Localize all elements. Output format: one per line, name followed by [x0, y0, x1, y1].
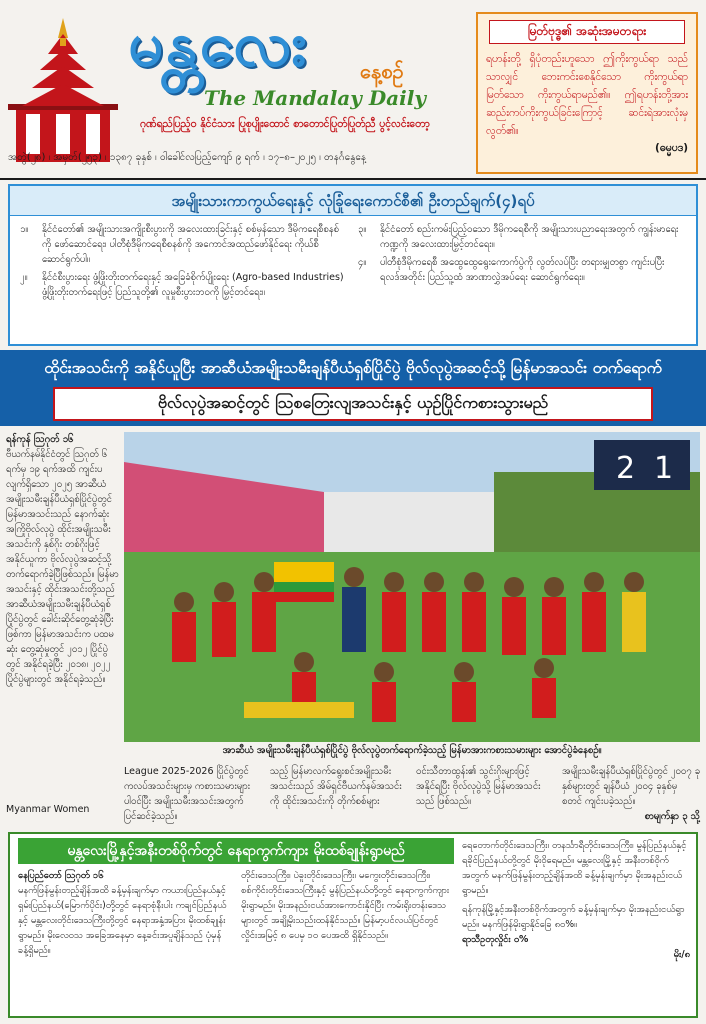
- buddha-teaching-notice: [476, 12, 698, 174]
- weather-forecast-box: [8, 832, 698, 1018]
- notice-body: ရဟန်းတို့ ရှိပုံတည်းဟူသော ဤကိုးကွယ်ရာ သည်သာလျှင် ဘေးကင်းစေနိုင်သော ကိုးကွယ်ရာ မြတ်သော ကိုးကွယ်ရာမည်၏။ ဤရဟန်းတို့အား ဆည်းကပ်ကိုးကွယ်ခြင်းကြောင့် ဆင်းရဲအားလုံးမှ လွတ်၏။: [486, 53, 688, 137]
- masthead-divider: [0, 178, 706, 180]
- objectives-column-left: [20, 222, 348, 303]
- story-column: League 2025-2026 ပြိုင်ပွဲတွင် ကလပ်အသင်းများမှ ကစားသမားများပါဝင်ပြီး အမျိုးသမီးအသင်းအတွက် ပြင်ဆင်ခဲ့သည်။: [124, 766, 251, 822]
- score-home: 2: [616, 451, 636, 486]
- story-column: သည့် မြန်မာလက်ရွေးစင်အမျိုးသမီးအသင်းသည် အိမ်ရှင်ဗီယက်နမ်အသင်းကို ထိုင်းအသင်းကို တိုက်စစ်များ: [270, 766, 402, 807]
- main-subheadline: ဗိုလ်လုပွဲအဆင့်တွင် ဩစတြေးလျအသင်းနှင့် ယှဉ်ပြိုင်ကစားသွားမည်: [53, 387, 653, 421]
- weather-column: နေပြည်တော် ဩဂုတ် ၁၆ မနက်ဖြန်မွန်းတည့်ချိန်အထိ ခန့်မှန်းချက်မှာ ကယားပြည်နယ်နှင့် ရှမ်းပြည်နယ်(မြောက်ပိုင်း)တို့တွင် နေရာစုံနီးပါး ကချင်ပြည်နယ်နှင့် မန္တလေးတိုင်းဒေသကြီးတို့တွင် နေရာအနှံ့အပြား မိုးထစ်ချုန်းရွာမည်။ မိုးလေဝသ အခြေအနေမှာ နေ့ခင်းအပူချိန်သည် ပုံမှန်ခန့်ရှိမည်။: [18, 868, 231, 958]
- continued-marker: မိုး/၈: [673, 949, 690, 960]
- dateline: အတွဲ(၂၈) ၊ အမှတ်(၂၅၃) ၊ ၁၃၈၇ ခုနှစ် ၊ ဝါခေါင်လပြည့်ကျော် ၉ ရက် ၊ ၁၇–၈–၂၀၂၅ ၊ တနင်္ဂနွေနေ့: [8, 152, 367, 163]
- story-body: ဗီယက်နမ်နိုင်ငံတွင် ဩဂုတ် ၆ ရက်မှ ၁၉ ရက်အထိ ကျင်းပလျက်ရှိသော ၂၀၂၅ အာဆီယံ အမျိုးသမီးချန်ပီယံရှစ်ပြိုင်ပွဲတွင် မြန်မာအသင်းသည် နောက်ဆုံးအကြိုဗိုလ်လုပွဲ ထိုင်းအမျိုးသမီးအသင်းကို နှစ်ဂိုး တစ်ဂိုးဖြင့် အနိုင်ယူကာ ဗိုလ်လုပွဲအဆင့်သို့ တက်ရောက်ခဲ့ပြီဖြစ်သည်။ မြန်မာအသင်းနှင့် ထိုင်းအသင်းတို့သည် အာဆီယံအမျိုးသမီးချန်ပီယံရှစ်ပြိုင်ပွဲတွင် ခေါင်းဆိုင်တွေ့ဆုံခဲ့ပြီးဖြစ်ကာ မြန်မာအသင်းက ပထမဆုံး တွေ့ဆုံမှုတွင် ၂၀၁၂ ပြိုင်ပွဲတွင် အနိုင်ရခဲ့ပြီး ၂၀၁၈၊ ၂၀၂၂ ပြိုင်ပွဲများတွင် အနိုင်ရခဲ့သည်။: [6, 449, 119, 685]
- objectives-title: အမျိုးသားကာကွယ်ရေးနှင့် လုံခြုံရေးကောင်စီ၏ ဦးတည်ချက်(၄)ရပ်: [10, 186, 696, 216]
- story-left-foot: Myanmar Women: [6, 804, 90, 815]
- photo-caption: အာဆီယံ အမျိုးသမီးချန်ပီယံရှစ်ပြိုင်ပွဲ ဗိုလ်လုပွဲတက်ရောက်ခဲ့သည့် မြန်မာအားကစားသမားများ အောင်ပွဲခံနေစဉ်။: [222, 745, 602, 756]
- objectives-column-right: [358, 222, 686, 303]
- objective-item: ၁။ နိုင်ငံတော်၏ အမျိုးသားအကျိုးစီးပွားကို အလေးထားခြင်းနှင့် စစ်မှန်သော ဒီမိုကရေစီစနစ်ကို ဖော်ဆောင်ရေး၊ ပါတီစုံဒီမိုကရေစီစနစ်ကို အကောင်အထည်ဖော်နိုင်ရေး ကိုယ်စီဆောင်ရွက်ပါ။: [20, 224, 339, 265]
- english-title: The Mandalay Daily: [204, 86, 426, 110]
- scoreboard: [594, 440, 690, 490]
- objective-item: ၄။ ပါတီစုံဒီမိုကရေစီ အထွေထွေရွေးကောက်ပွဲကို လွတ်လပ်ပြီး တရားမျှတစွာ ကျင်းပပြီး ရလဒ်အတိုင်း ပြည်သူ့ထံ အာဏာလွှဲအပ်ရေး ဆောင်ရွက်ရေး။: [358, 257, 665, 283]
- palace-emblem-icon: [8, 18, 118, 168]
- objectives-box: [8, 184, 698, 346]
- main-headline: ထိုင်းအသင်းကို အနိုင်ယူပြီး အာဆီယံအမျိုးသမီးချန်ပီယံရှစ်ပြိုင်ပွဲ ဗိုလ်လုပွဲအဆင့်သို့ မြန်မာအသင်း တက်ရောက်: [44, 359, 662, 377]
- main-story-continuation: [124, 764, 700, 824]
- main-headline-banner: [0, 350, 706, 426]
- objective-item: ၃။ နိုင်ငံတော် စည်းကမ်းပြည့်ဝသော ဒီမိုကရေစီကို အမျိုးသားပညာရေးအတွက် ကျွန်းမာရေးကဏ္ဍကို အလေးထားမြှင့်တင်ရေး။: [358, 224, 679, 250]
- team-photo-illustration: [124, 432, 700, 742]
- team-celebration-photo: [124, 432, 700, 742]
- story-byline: ရန်ကုန် ဩဂုတ် ၁၆: [6, 434, 74, 445]
- continued-marker: စာမျက်နှာ ၃ သို့: [644, 811, 700, 822]
- weather-column: တိုင်းဒေသကြီး၊ ပဲခူးတိုင်းဒေသကြီး၊ မကွေးတိုင်းဒေသကြီး၊ စစ်ကိုင်းတိုင်းဒေသကြီးနှင့် မွန်ပြည်နယ်တို့တွင် နေရာကွက်ကျား မိုးရွာမည်။ မိုးအနည်းငယ်အားကောင်းနိုင်ပြီး ကမ်းရိုးတန်းဒေသများတွင် အချို့မိုးသည်းထန်နိုင်သည်။ မြန်မာ့ပင်လယ်ပြင်တွင် လှိုင်းအမြင့် ၈ ပေမှ ၁၀ ပေအထိ ရှိနိုင်သည်။: [241, 870, 450, 941]
- story-column: ဝင်းသီတာထွန်း၏ သွင်းဂိုးများဖြင့် အနိုင်ရပြီး ဗိုလ်လုပွဲသို့ မြန်မာအသင်းသည် ဖြစ်သည်။: [416, 766, 541, 807]
- newspaper-subtitle: နေ့စဉ်: [360, 59, 404, 83]
- newspaper-title: မန္တလေး: [128, 7, 309, 80]
- story-column: အမျိုးသမီးချန်ပီယံရှစ်ပြိုင်ပွဲတွင် ၂၀၀၇ ခုနှစ်များတွင် ချန်ပီယံ ၂၀၀၄ ခုနှစ်မှ စတင် ကျင်းပခဲ့သည်။ စာမျက်နှာ ၃ သို့: [562, 766, 700, 822]
- weather-right-column: ရေတောက်တိုင်းဒေသကြီး၊ တနင်္သာရီတိုင်းဒေသကြီး၊ မွန်ပြည်နယ်နှင့် ရခိုင်ပြည်နယ်တို့တွင် မိုးဝိုရေမည်။ မန္တလေးမြို့နှင့် အနီးတစ်ဝိုက်အတွက် မနက်ဖြန်မွန်းတည့်ချိန်အထိ ခန့်မှန်းချက်မှာ မိုးအနည်းငယ်ရွာမည်။ ရန်ကုန်မြို့နှင့်အနီးတစ်ဝိုက်အတွက် ခန့်မှန်းချက်မှာ မိုးအနည်းငယ်ရွာမည်။ မနက်ဖြန်မိုးရွာနိုင်ခြေ ၈၀%။ ရာသီဥတုလှိုင်း ဝ% မိုး/၈: [462, 840, 690, 960]
- score-away: 1: [654, 451, 674, 486]
- weather-title: မန္တလေးမြို့နှင့်အနီးတစ်ဝိုက်တွင် နေရာကွက်ကျား မိုးထစ်ချုန်းရွာမည်: [18, 838, 454, 864]
- notice-source: (ဓမ္မပဒ): [655, 142, 688, 154]
- objective-item: ၂။ နိုင်ငံစီးပွားရေး ဖွံ့ဖြိုးတိုးတက်ရေးနှင့် အခြေခံစိုက်ပျိုးရေး (Agro-based Industries) ဖွံ့ဖြိုးတိုးတက်ရေးဖြင့် ပြည်သူတို့၏ လူမှုစီးပွားဘဝကို မြှင့်တင်ရေး။: [20, 272, 344, 298]
- masthead: [0, 0, 706, 178]
- weather-byline: နေပြည်တော် ဩဂုတ် ၁၆: [18, 870, 104, 881]
- notice-title: မြတ်ဗုဒ္ဓ၏ အဆုံးအမတရား: [489, 20, 685, 44]
- weather-rain-chance: ရာသီဥတုလှိုင်း ဝ%: [462, 934, 529, 945]
- tagline: ဂုဏ်ရည်ပြည့်ဝ နိုင်ငံသား ပြုစုပျိုးထောင် စာတောင်ပြုတ်ပြုတ်ညီ ပွင့်လင်းတော့: [140, 118, 430, 130]
- main-story-left-column: [6, 432, 120, 822]
